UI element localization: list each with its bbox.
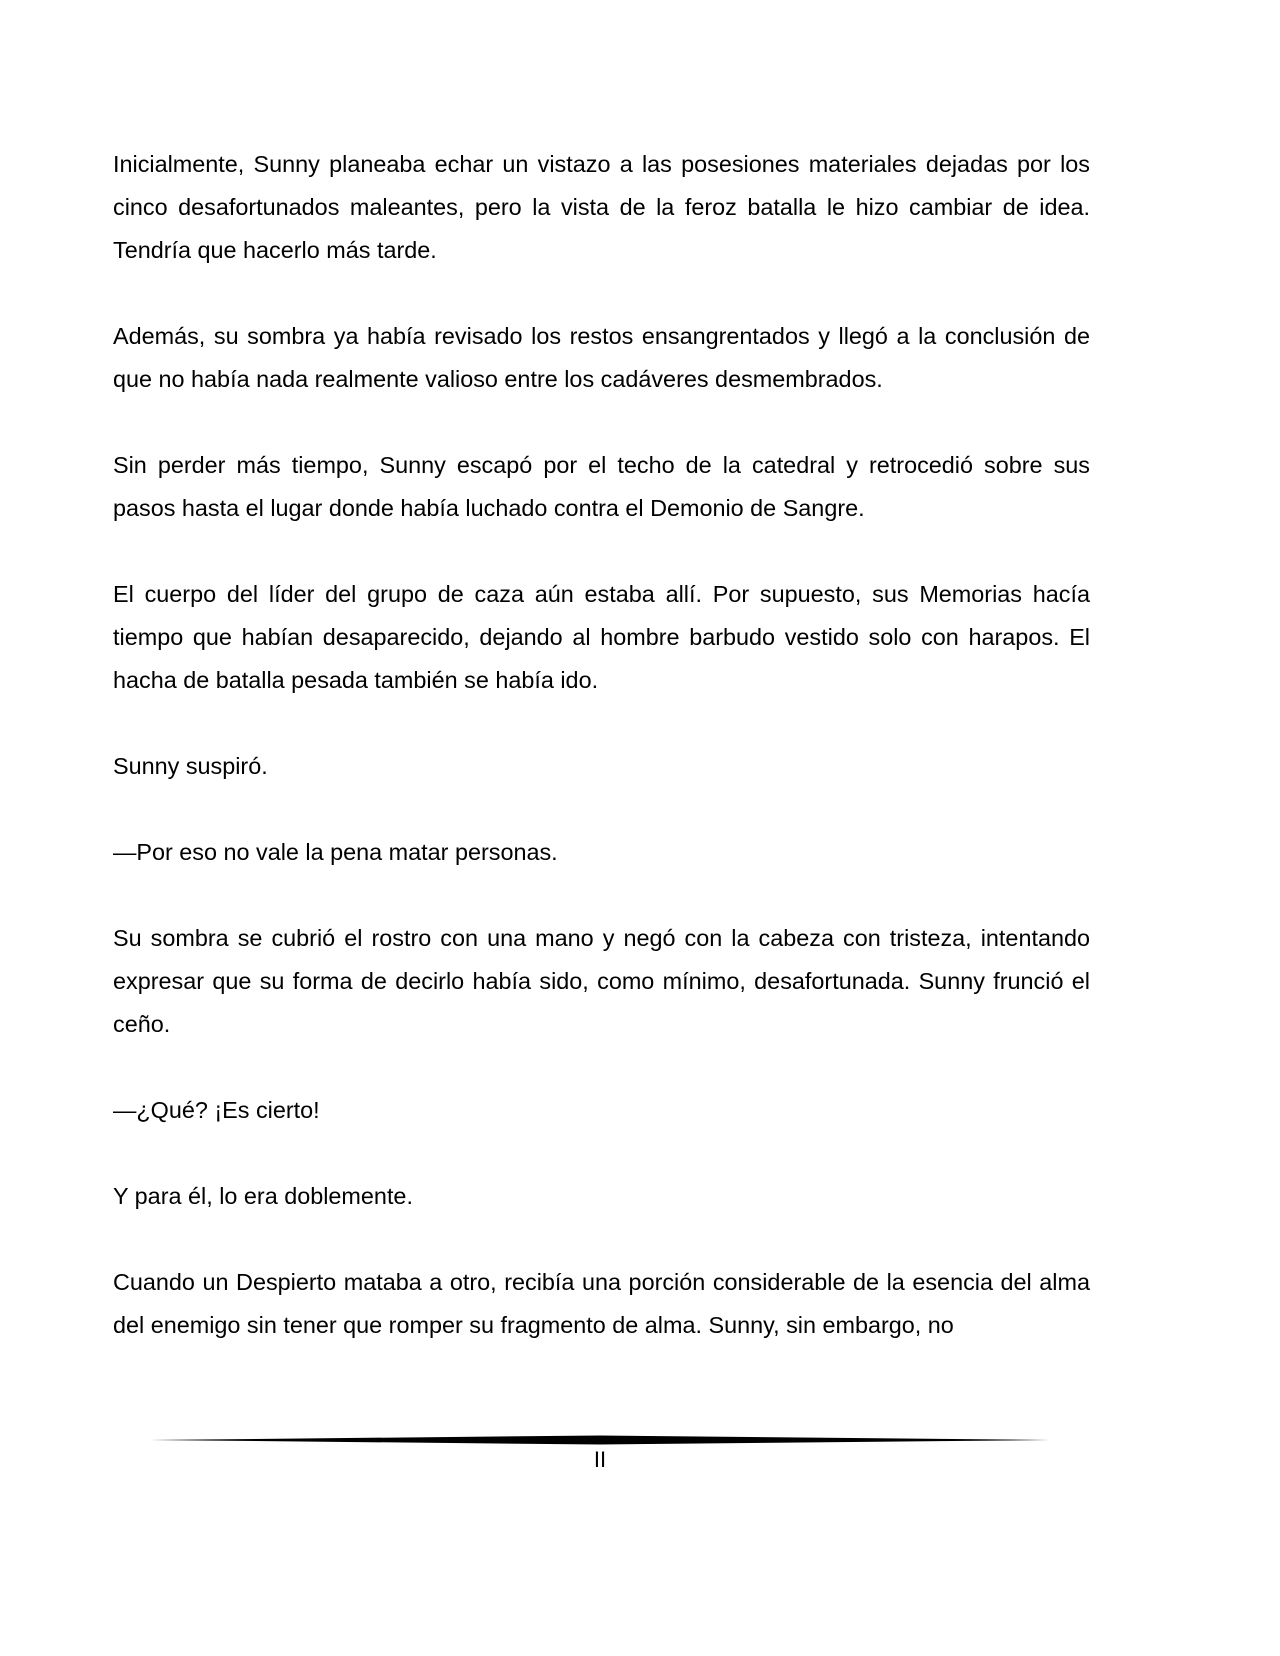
- dialogue-line-2: —¿Qué? ¡Es cierto!: [113, 1097, 320, 1123]
- paragraph-spacer: [113, 1218, 1090, 1261]
- paragraph-spacer: [113, 530, 1090, 573]
- paragraph-4: El cuerpo del líder del grupo de caza aún estaba allí. Por supuesto, sus Memorias hacía tiempo que habían desaparecido, dejando al hombre barbudo vestido solo con harapos. El hacha de batalla pesada también se había ido.: [113, 581, 1090, 693]
- paragraph-spacer: [113, 788, 1090, 831]
- paragraph-10: Cuando un Despierto mataba a otro, recibía una porción considerable de la esencia del alma del enemigo sin tener que romper su fragmento de alma. Sunny, sin embargo, no: [113, 1269, 1090, 1338]
- paragraph-spacer: [113, 874, 1090, 917]
- footer-divider: [150, 1434, 1050, 1446]
- paragraph-5: Sunny suspiró.: [113, 753, 268, 779]
- page-number: II: [593, 1447, 607, 1472]
- paragraph-3: Sin perder más tiempo, Sunny escapó por el techo de la catedral y retrocedió sobre sus pasos hasta el lugar donde había luchado contra el Demonio de Sangre.: [113, 452, 1090, 521]
- paragraph-spacer: [113, 272, 1090, 315]
- paragraph-spacer: [113, 1046, 1090, 1089]
- paragraph-9: Y para él, lo era doblemente.: [113, 1183, 413, 1209]
- dialogue-line-1: —Por eso no vale la pena matar personas.: [113, 839, 558, 865]
- page-body: [113, 143, 1090, 1347]
- paragraph-1: Inicialmente, Sunny planeaba echar un vistazo a las posesiones materiales dejadas por los cinco desafortunados maleantes, pero la vista de la feroz batalla le hizo cambiar de idea. Tendría que hacerlo más tarde.: [113, 151, 1090, 263]
- paragraph-spacer: [113, 702, 1090, 745]
- paragraph-2: Además, su sombra ya había revisado los restos ensangrentados y llegó a la conclusión de que no había nada realmente valioso entre los cadáveres desmembrados.: [113, 323, 1090, 392]
- paragraph-7: Su sombra se cubrió el rostro con una mano y negó con la cabeza con tristeza, intentando expresar que su forma de decirlo había sido, como mínimo, desafortunada. Sunny frunció el ceño.: [113, 925, 1090, 1037]
- paragraph-spacer: [113, 1132, 1090, 1175]
- paragraph-spacer: [113, 401, 1090, 444]
